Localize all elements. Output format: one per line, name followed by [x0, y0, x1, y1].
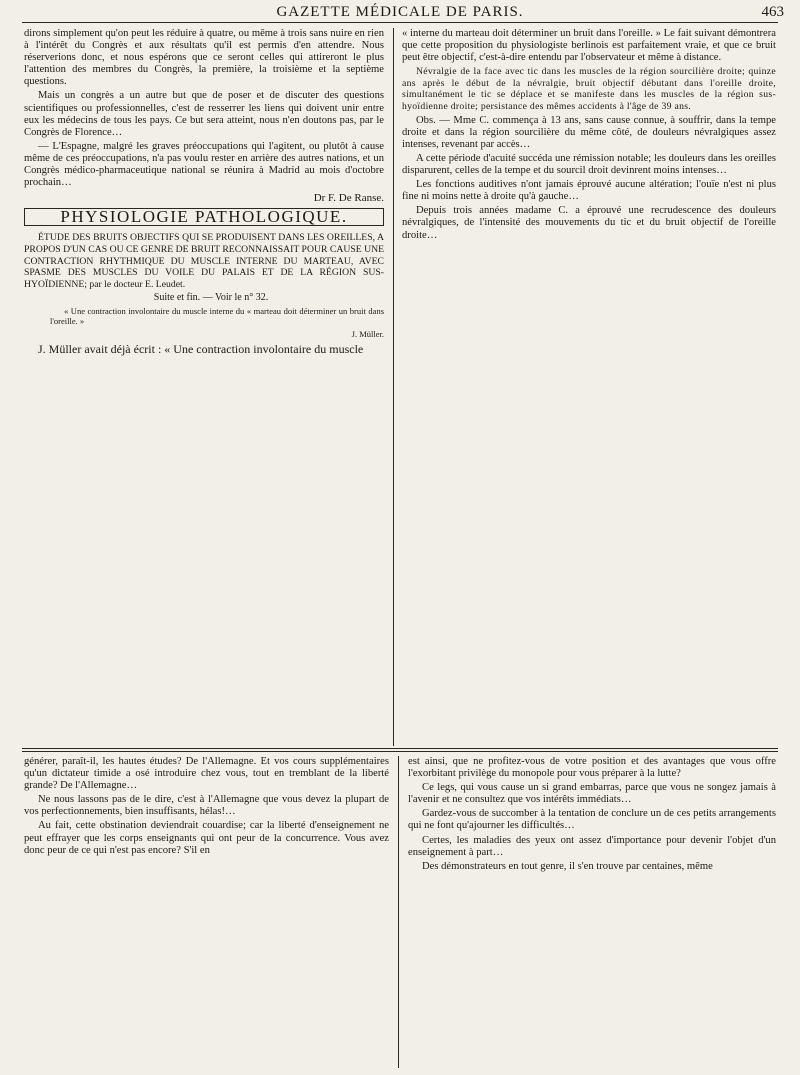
paragraph: Mais un congrès a un autre but que de poser et de discuter des questions scientifiques ou professionnelles, c'est de resserrer les liens qui doivent unir entre eux les médecins de tous les pays. Ce but sera atteint, nous n'en doutons pas, par le Congrès de Florence… [24, 90, 384, 138]
paragraph: — L'Espagne, malgré les graves préoccupations qui l'agitent, ou plutôt à cause même de ces préoccupations, n'a pas voulu rester en arrière des autres nations, et un Congrès médico-pharmaceutique national se réunira à Madrid au mois d'octobre prochain… [24, 140, 384, 189]
paragraph: Obs. — Mme C. commença à 13 ans, sans cause connue, à souffrir, dans la tempe droite et dans la région sourcilière du même côté, de douleurs névralgiques assez intenses, revenant par accès… [402, 114, 776, 150]
paragraph: « interne du marteau doit déterminer un bruit dans l'oreille. » Le fait suivant démontrera que cette proposition du physiologiste berlinois est parfaitement vraie, et que ce bruit peut être objectif, c'est-à-dire entendu par l'observateur et même à distance. [402, 28, 776, 64]
paragraph: générer, paraît-il, les hautes études? De l'Allemagne. Et vos cours supplémentaires qu'un dictateur timide a osé introduire chez vous, tout en tremblant de la liberté grande? De l'Allemagne… [24, 756, 389, 792]
paragraph: Ce legs, qui vous cause un si grand embarras, parce que vous ne songez jamais à l'avenir et ne consultez que vos intérêts immédiats… [408, 782, 776, 806]
page-number: 463 [761, 4, 784, 20]
paragraph: Les fonctions auditives n'ont jamais éprouvé aucune altération; l'ouïe n'est ni plus fine ni moins nette à droite qu'à gauche… [402, 179, 776, 203]
epigraph-author: J. Müller. [351, 329, 384, 340]
paragraph: Ne nous lassons pas de le dire, c'est à l'Allemagne que vous devez la plupart de vos perfectionnements, bien insuffisants, hélas!… [24, 794, 389, 818]
paragraph: dirons simplement qu'on peut les réduire à quatre, ou même à trois sans nuire en rien à l'intérêt du Congrès et aux résultats qu'il est permis d'en attendre. Nous réserverions donc, et nous espérons que ce seront celles qui attireront le plus l'attention des membres du Congrès, la première, la troisième et la septième questions. [24, 28, 384, 88]
article-heading: ÉTUDE DES BRUITS OBJECTIFS QUI SE PRODUISENT DANS LES OREILLES, A PROPOS D'UN CAS OU CE GENRE DE BRUIT RECONNAISSAIT POUR CAUSE UNE CONTRACTION RHYTHMIQUE DU MUSCLE INTERNE DU MARTEAU, AVEC SPASME DES MUSCLES DU VOILE DU PALAIS ET DE LA RÉGION SUS-HYOÏDIENNE; par le docteur E. Leudet. [24, 232, 384, 290]
paragraph: Certes, les maladies des yeux ont assez d'importance pour devenir l'objet d'un enseignement à part… [408, 834, 776, 858]
paragraph: Depuis trois années madame C. a éprouvé une recrudescence des douleurs névralgiques, de l'intensité des mouvements du tic et du bruit objectif de l'oreille droite… [402, 205, 776, 241]
header-rule [22, 22, 778, 23]
journal-title: GAZETTE MÉDICALE DE PARIS. [276, 4, 524, 20]
case-heading: Névralgie de la face avec tic dans les muscles de la région sourcilière droite; quinze ans après le début de la névralgie, bruit objectif débutant dans l'oreille droite, simultanément le tic se déplace et se manifeste dans les muscles de la région sus-hyoïdienne droite; persistance des mêmes accidents à l'âge de 39 ans. [402, 66, 776, 113]
feuilleton-right-column [408, 756, 776, 1068]
column-divider [393, 28, 394, 746]
page-header [0, 0, 800, 28]
paragraph: Au fait, cette obstination deviendrait couardise; car la liberté d'enseignement ne peut effrayer que les corps enseignants qui ont peur de la concurrence. Vous avez donc peur de ce qui n'est pas encore? S'il en [24, 820, 389, 856]
closing-line: J. Müller avait déjà écrit : « Une contraction involontaire du muscle [38, 341, 364, 356]
feuilleton-rule-double [22, 751, 778, 752]
paragraph: Des démonstrateurs en tout genre, il s'en trouve par centaines, même [422, 860, 713, 872]
paragraph: Gardez-vous de succomber à la tentation de conclure un de ces petits arrangements qui ne font qu'ajourner les difficultés… [408, 808, 776, 832]
feuilleton-left-column [24, 756, 389, 1068]
feuilleton-column-divider [398, 756, 399, 1068]
feuilleton-rule [22, 748, 778, 749]
paragraph: est ainsi, que ne profitez-vous de votre position et des avantages que vous offre l'exorbitant privilège du monopole pour vous préparer à la lutte? [408, 756, 776, 780]
paragraph: A cette période d'acuité succéda une rémission notable; les douleurs dans les oreilles disparurent, celles de la tempe et du sourcil droit devinrent moins intenses… [402, 152, 776, 177]
epigraph: « Une contraction involontaire du muscle interne du « marteau doit déterminer un bruit dans l'oreille. » [50, 306, 384, 327]
section-title: PHYSIOLOGIE PATHOLOGIQUE. [24, 208, 384, 226]
right-column [402, 28, 776, 746]
continuation-note: Suite et fin. — Voir le n° 32. [153, 292, 269, 304]
signature: Dr F. De Ranse. [313, 192, 384, 205]
left-column [24, 28, 384, 746]
